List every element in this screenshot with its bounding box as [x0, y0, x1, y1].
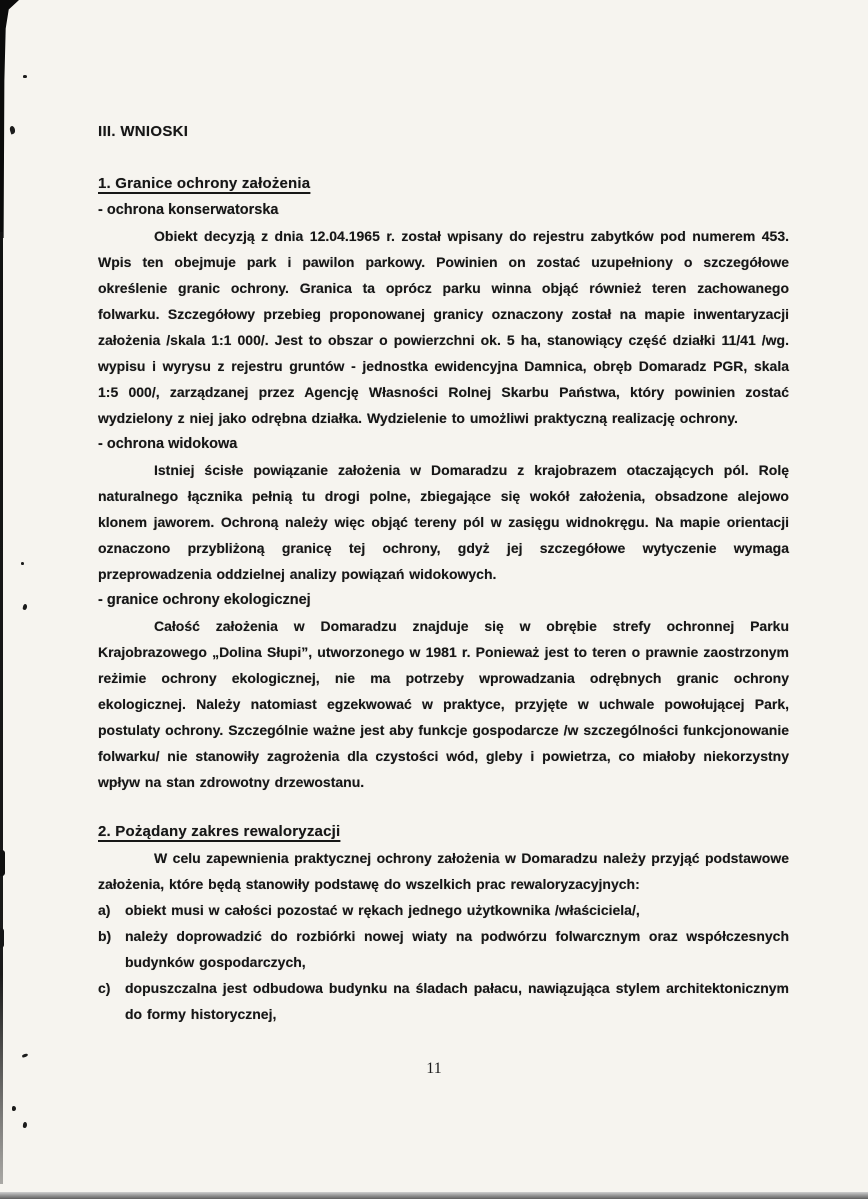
scan-speck: [12, 1106, 16, 1111]
scan-edge-bottom-strip: [0, 1192, 868, 1199]
scan-speck: [22, 1053, 29, 1058]
paragraph-ochrona-widokowa: Istniej ścisłe powiązanie założenia w Domaradzu z krajobrazem otaczających pól. Rolę naturalnego łącznika pełnią tu drogi polne, zbiegające się wokół założenia, obsadzone alejowo klonem jaworem. Ochroną należy więc objąć tereny pól w zasięgu widnokręgu. Na mapie orientacji oznaczono przybliżoną granicę tej ochrony, gdyż jej szczegółowe wytyczenie wymaga przeprowadzenia oddzielnej analizy powiązań widokowych.: [98, 462, 789, 582]
page-number: 11: [426, 1060, 442, 1077]
scan-speck: [23, 1122, 28, 1128]
list-item-c: [98, 975, 789, 1027]
section-2-title: 2. Pożądany zakres rewaloryzacji: [98, 823, 341, 840]
list-text-b: należy doprowadzić do rozbiórki nowej wiaty na podwórzu folwarcznym oraz współczesnych budynków gospodarczych,: [125, 928, 789, 970]
list-marker-a: a): [98, 902, 111, 918]
scan-edge-blob: [0, 850, 5, 876]
document-heading: III. WNIOSKI: [98, 123, 189, 140]
paragraph-ochrona-ekologiczna: Całość założenia w Domaradzu znajduje się w obrębie strefy ochronnej Parku Krajobrazowego „Dolina Słupi”, utworzonego w 1981 r. Ponieważ jest to teren o prawnie zaostrzonym reżimie ochrony ekologicznej, nie ma potrzeby wprowadzania odrębnych granic ochrony ekologicznej. Należy natomiast egzekwować w praktyce, przyjęte w uchwale powołującej Park, postulaty ochrony. Szczególnie ważne jest aby funkcje gospodarcze /w szczególności funkcjonowanie folwarku/ nie stanowiły zagrożenia dla czystości wód, gleby i powietrza, co miałoby niekorzystny wpływ na stan zdrowotny drzewostanu.: [98, 618, 789, 790]
list-marker-c: c): [98, 980, 111, 996]
paragraph-rewaloryzacja-intro: W celu zapewnienia praktycznej ochrony założenia w Domaradzu należy przyjąć podstawowe założenia, które będą stanowiły podstawę do wszelkich prac rewaloryzacyjnych:: [98, 850, 789, 892]
scan-speck: [23, 75, 27, 78]
scan-edge-left-line: [0, 232, 3, 1184]
scan-speck: [9, 125, 16, 134]
scan-speck: [21, 562, 24, 565]
list-item-a: [98, 897, 789, 923]
section-1-title: 1. Granice ochrony założenia: [98, 175, 311, 192]
list-text-c: dopuszczalna jest odbudowa budynku na śladach pałacu, nawiązująca stylem architektonicznym do formy historycznej,: [125, 980, 789, 1022]
document-body: [98, 119, 789, 1027]
subsection-label-widokowa: - ochrona widokowa: [98, 436, 238, 452]
scan-speck: [22, 604, 27, 611]
list-text-a: obiekt musi w całości pozostać w rękach jednego użytkownika /właściciela/,: [125, 902, 640, 918]
list-marker-b: b): [98, 928, 112, 944]
subsection-label-konserwatorska: - ochrona konserwatorska: [98, 202, 279, 218]
scan-edge-blob: [0, 928, 4, 948]
paragraph-ochrona-konserwatorska: Obiekt decyzją z dnia 12.04.1965 r. został wpisany do rejestru zabytków pod numerem 453. Wpis ten obejmuje park i pawilon parkowy. Powinien on zostać uzupełniony o szczegółowe określenie granic ochrony. Granica ta oprócz parku winna objąć również teren zachowanego folwarku. Szczegółowy przebieg proponowanej granicy oznaczony został na mapie inwentaryzacji założenia /skala 1:1 000/. Jest to obszar o powierzchni ok. 5 ha, stanowiący część działki 11/41 /wg. wypisu i wyrysu z rejestru gruntów - jednostka ewidencyjna Damnica, obręb Domaradz PGR, skala 1:5 000/, zarządzanej przez Agencję Własności Rolnej Skarbu Państwa, który powinien zostać wydzielony z niej jako odrębna działka. Wydzielenie to umożliwi praktyczną realizację ochrony.: [98, 228, 789, 426]
scan-edge-left-wedge: [0, 0, 19, 238]
subsection-label-ekologiczna: - granice ochrony ekologicznej: [98, 592, 311, 608]
list-item-b: [98, 923, 789, 975]
